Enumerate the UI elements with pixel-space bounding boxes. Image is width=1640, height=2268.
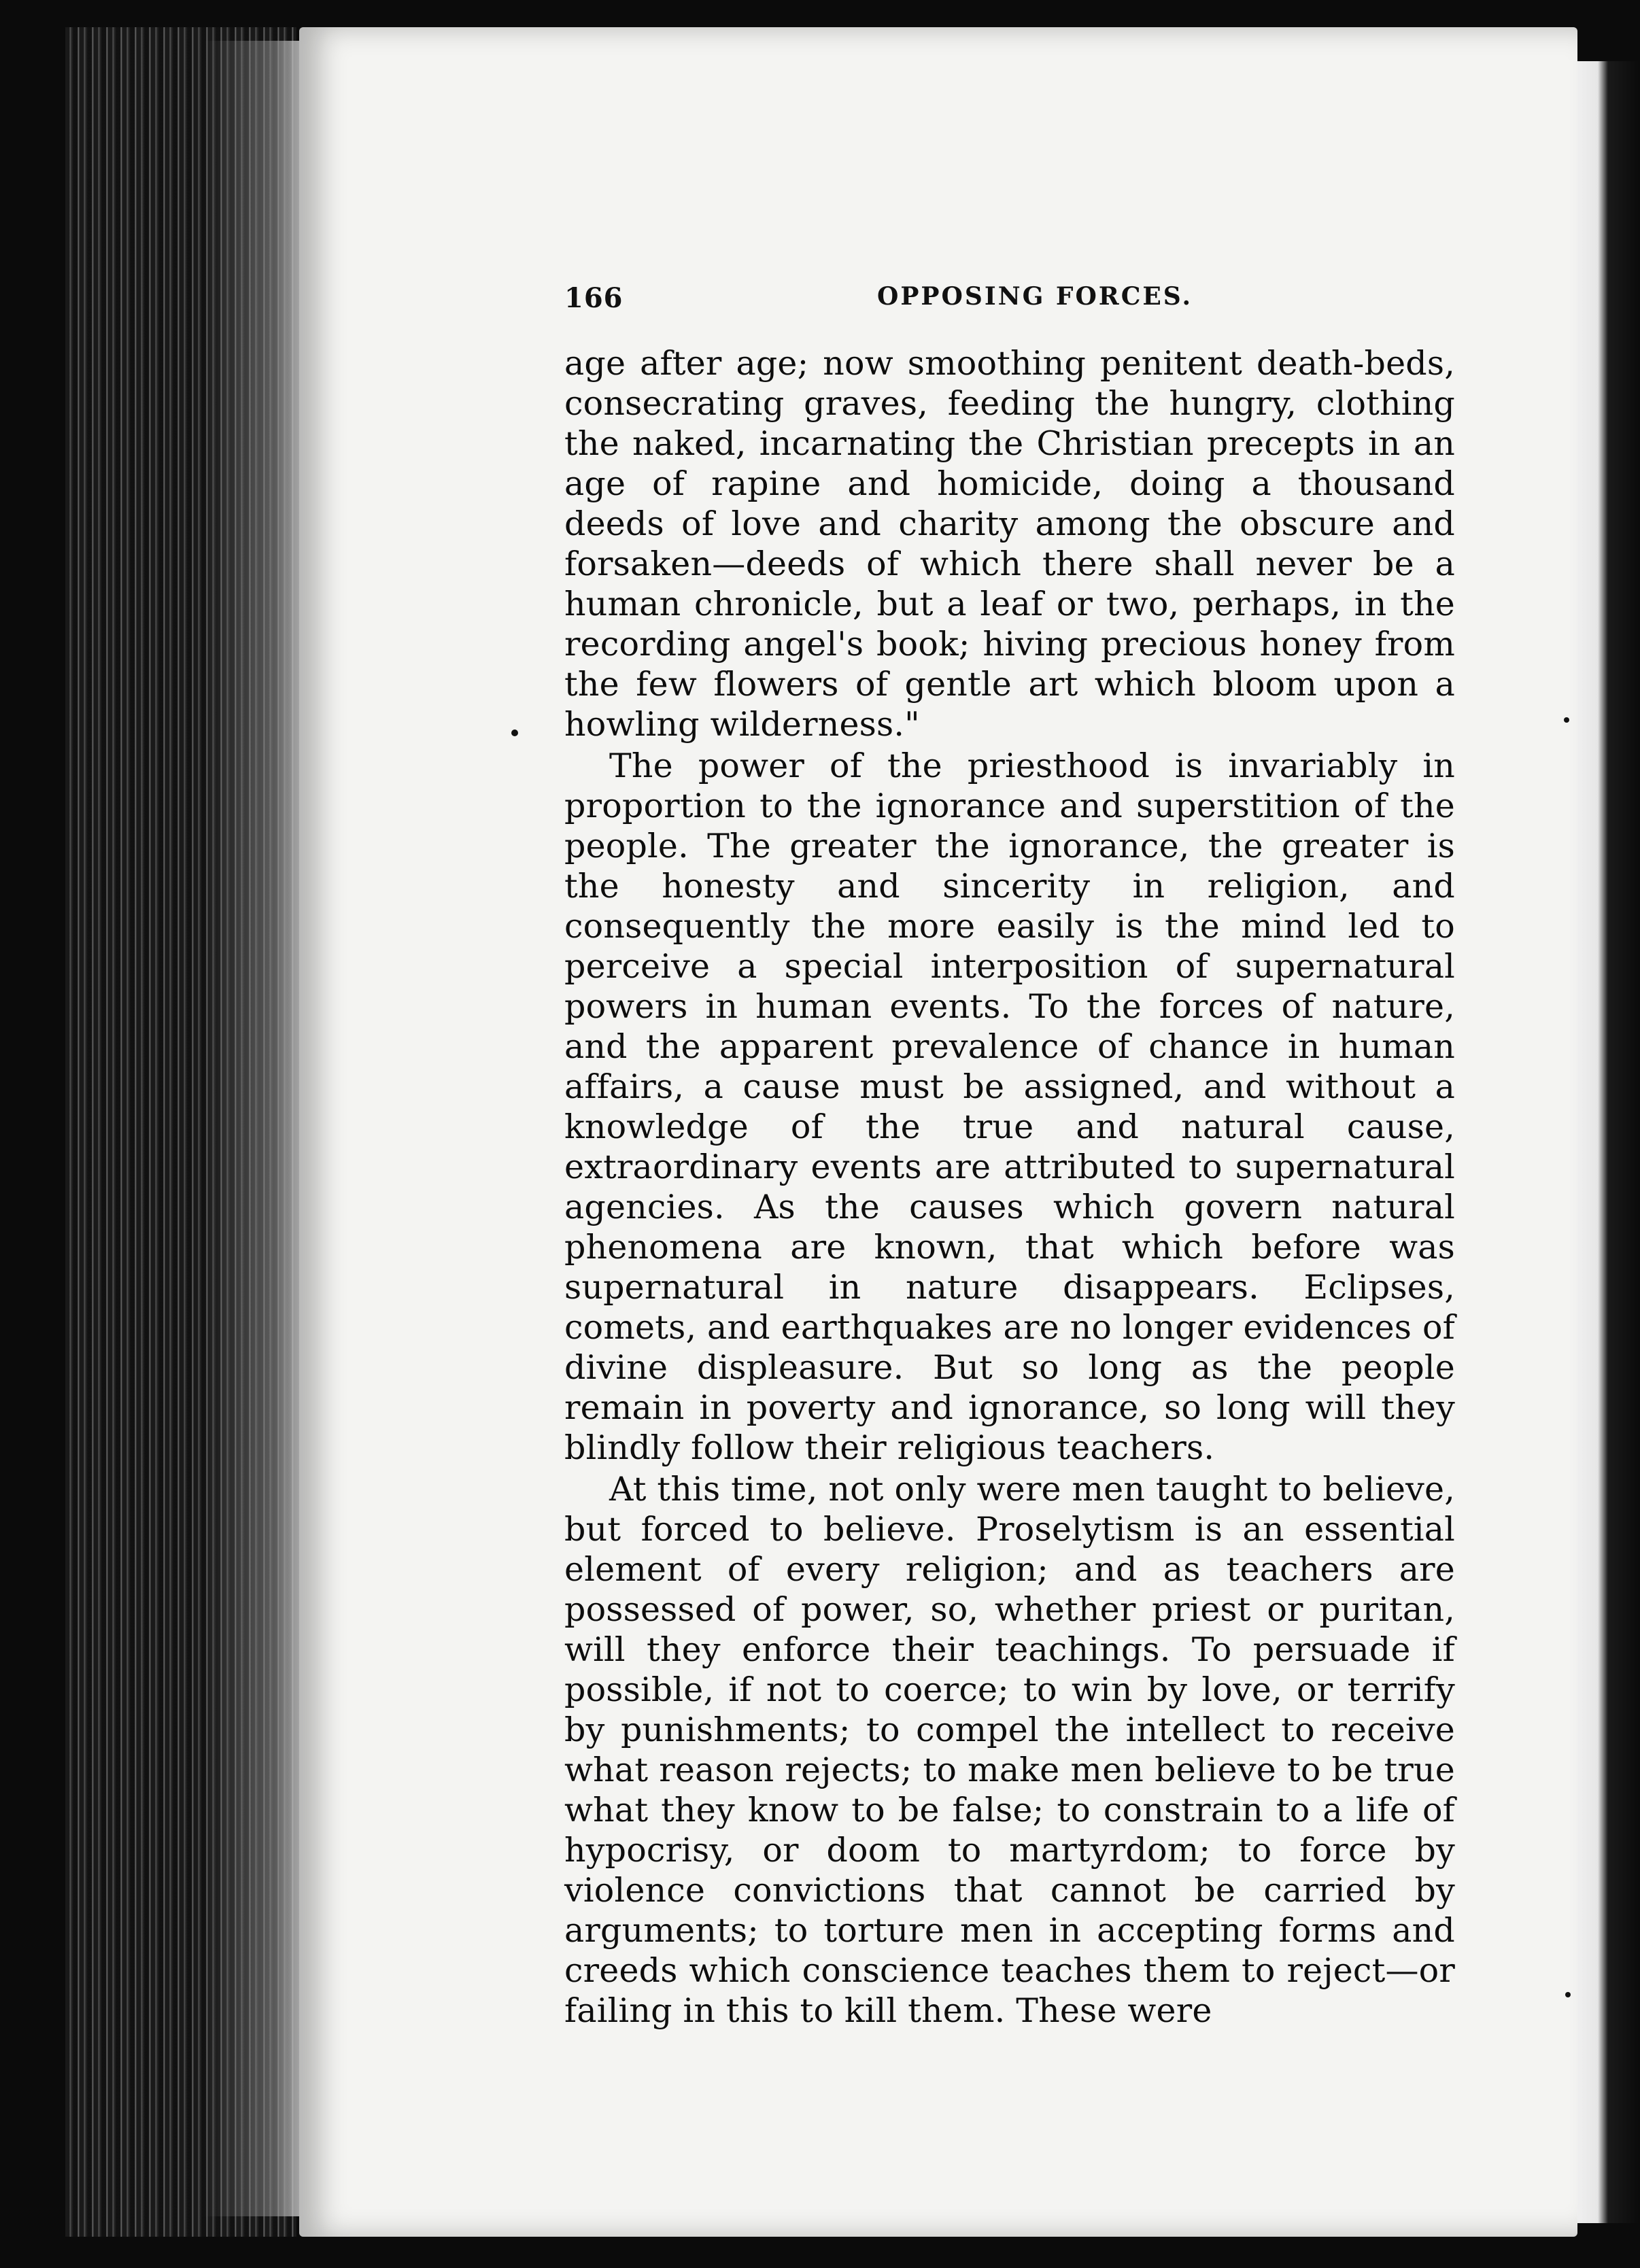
paragraph-continued: age after age; now smoothing penitent death-beds, consecrating graves, feeding the hungry, clothing the naked, incarnating the Christian precepts in an age of rapine and homicide, doing a thousand deeds of love and charity among the obscure and forsaken—deeds of which there shall never be a human chronicle, but a leaf or two, perhaps, in the recording angel's book; hiving precious honey from the few flowers of gentle art which bloom upon a howling wilderness." xyxy=(564,344,1455,744)
ink-speck xyxy=(1565,1992,1571,1997)
running-title: OPPOSING FORCES. xyxy=(877,282,1193,311)
page-edge-shading xyxy=(204,41,306,2216)
body-text xyxy=(564,343,1455,2031)
ink-speck xyxy=(511,729,518,736)
ink-speck xyxy=(1564,717,1569,723)
facing-page-edge xyxy=(1571,61,1639,2223)
running-header xyxy=(564,282,1448,323)
paragraph-proselytism: At this time, not only were men taught to believe, but forced to believe. Proselytism is an essential element of every religion; and as teachers are possessed of power, so, whether priest or puritan, will they enforce their teachings. To persuade if possible, if not to coerce; to win by love, or terrify by punishments; to compel the intellect to receive what reason rejects; to make men believe to be true what they know to be false; to constrain to a life of hypocrisy, or doom to martyrdom; to force by violence convictions that cannot be carried by arguments; to torture men in accepting forms and creeds which conscience teaches them to reject—or failing in this to kill them. These were xyxy=(564,1470,1455,2030)
paragraph-priesthood: The power of the priesthood is invariably in proportion to the ignorance and superstition of the people. The greater the ignorance, the greater is the honesty and sincerity in religion, and consequently the more easily is the mind led to perceive a special interposition of supernatural powers in human events. To the forces of nature, and the apparent prevalence of chance in human affairs, a cause must be assigned, and without a knowledge of the true and natural cause, extraordinary events are attributed to supernatural agencies. As the causes which govern natural phenomena are known, that which before was supernatural in nature disappears. Eclipses, comets, and earthquakes are no longer evidences of divine displeasure. But so long as the people remain in poverty and ignorance, so long will they blindly follow their religious teachers. xyxy=(564,746,1455,1467)
page-number: 166 xyxy=(564,282,623,314)
